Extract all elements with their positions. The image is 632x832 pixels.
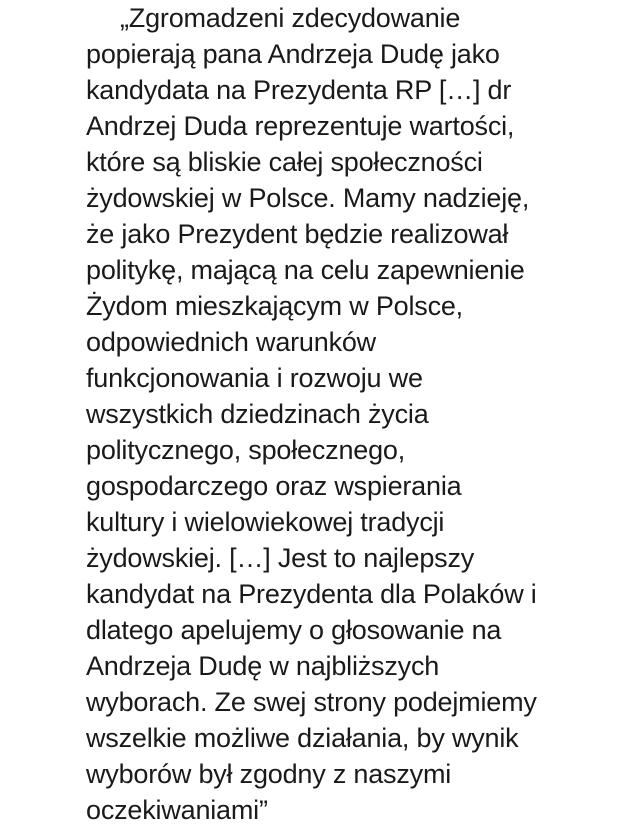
quote-line: popierają pana Andrzeja Dudę jako — [86, 39, 500, 69]
quote-line: że jako Prezydent będzie realizował — [86, 219, 509, 249]
quote-line: politykę, mającą na celu zapewnienie — [86, 255, 525, 285]
quote-line: wyborów był zgodny z naszymi — [86, 759, 452, 789]
quote-line: oczekiwaniami” — [86, 795, 268, 825]
quote-line: Andrzej Duda reprezentuje wartości, — [86, 111, 515, 141]
quote-line: funkcjonowania i rozwoju we — [86, 363, 423, 393]
quote-line: które są bliskie całej społeczności — [86, 147, 483, 177]
quote-line: odpowiednich warunków — [86, 327, 376, 357]
quote-paragraph — [86, 0, 616, 828]
quote-line: gospodarczego oraz wspierania — [86, 471, 462, 501]
quote-line: politycznego, społecznego, — [86, 435, 406, 465]
quote-line: kandydat na Prezydenta dla Polaków i — [86, 579, 537, 609]
quote-line: Żydom mieszkającym w Polsce, — [86, 291, 463, 321]
quote-line: „Zgromadzeni zdecydowanie — [120, 3, 461, 33]
quote-line: kandydata na Prezydenta RP […] dr — [86, 75, 512, 105]
quote-line: dlatego apelujemy o głosowanie na — [86, 615, 502, 645]
quote-line: wszystkich dziedzinach życia — [86, 399, 429, 429]
quote-line: kultury i wielowiekowej tradycji — [86, 507, 445, 537]
quote-line: żydowskiej. […] Jest to najlepszy — [86, 543, 475, 573]
quote-line: Andrzeja Dudę w najbliższych — [86, 651, 440, 681]
quote-line: wszelkie możliwe działania, by wynik — [86, 723, 519, 753]
quote-line: wyborach. Ze swej strony podejmiemy — [86, 687, 537, 717]
quote-line: żydowskiej w Polsce. Mamy nadzieję, — [86, 183, 530, 213]
